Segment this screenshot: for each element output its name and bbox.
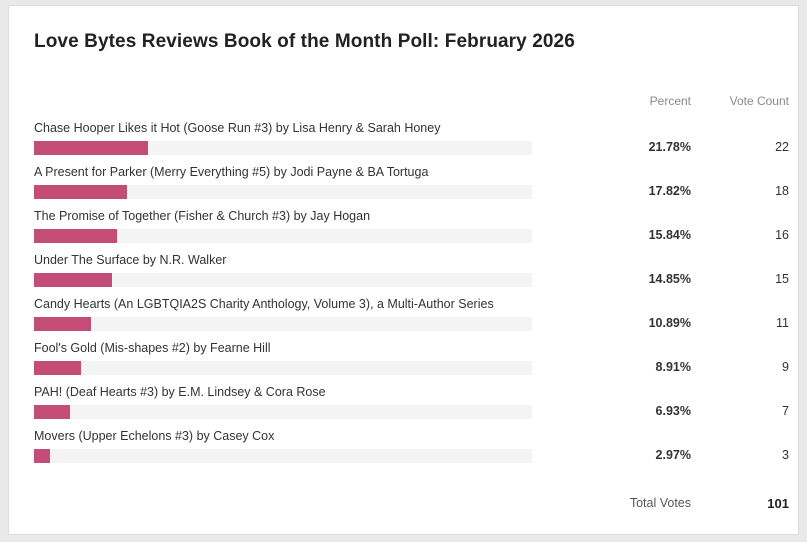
poll-bar-fill xyxy=(34,317,91,331)
poll-option-label: Fool's Gold (Mis-shapes #2) by Fearne Hill xyxy=(34,341,271,355)
poll-result-row xyxy=(9,116,798,160)
poll-results-list xyxy=(9,116,798,468)
poll-card xyxy=(8,5,799,535)
poll-bar-track xyxy=(34,273,532,287)
poll-option-percent: 6.93% xyxy=(655,404,691,418)
poll-result-row xyxy=(9,204,798,248)
poll-bar-track xyxy=(34,317,532,331)
poll-option-label: The Promise of Together (Fisher & Church #3) by Jay Hogan xyxy=(34,209,371,223)
poll-option-votes: 3 xyxy=(782,448,789,462)
poll-option-label: PAH! (Deaf Hearts #3) by E.M. Lindsey & Cora Rose xyxy=(34,385,326,399)
poll-option-percent: 15.84% xyxy=(648,228,691,242)
total-votes-value: 101 xyxy=(767,496,789,511)
poll-option-percent: 8.91% xyxy=(655,360,691,374)
poll-result-row xyxy=(9,160,798,204)
page-title: Love Bytes Reviews Book of the Month Poll: February 2026 xyxy=(34,31,575,52)
poll-option-votes: 7 xyxy=(782,404,789,418)
poll-result-row xyxy=(9,336,798,380)
poll-bar-track xyxy=(34,361,532,375)
total-votes-label: Total Votes xyxy=(629,496,691,510)
poll-option-percent: 2.97% xyxy=(655,448,691,462)
poll-bar-track xyxy=(34,229,532,243)
poll-option-votes: 9 xyxy=(782,360,789,374)
poll-bar-fill xyxy=(34,273,112,287)
poll-option-percent: 10.89% xyxy=(648,316,691,330)
poll-result-row xyxy=(9,292,798,336)
column-headers xyxy=(9,94,798,110)
poll-footer xyxy=(9,496,798,516)
poll-option-label: A Present for Parker (Merry Everything #5) by Jodi Payne & BA Tortuga xyxy=(34,165,429,179)
poll-result-row xyxy=(9,380,798,424)
poll-option-percent: 17.82% xyxy=(648,184,691,198)
poll-option-label: Movers (Upper Echelons #3) by Casey Cox xyxy=(34,429,275,443)
poll-bar-fill xyxy=(34,405,70,419)
poll-bar-fill xyxy=(34,141,148,155)
poll-bar-track xyxy=(34,185,532,199)
poll-option-label: Chase Hooper Likes it Hot (Goose Run #3) by Lisa Henry & Sarah Honey xyxy=(34,121,441,135)
poll-bar-track xyxy=(34,141,532,155)
poll-bar-track xyxy=(34,449,532,463)
poll-bar-fill xyxy=(34,449,50,463)
poll-result-row xyxy=(9,248,798,292)
poll-option-votes: 15 xyxy=(775,272,789,286)
poll-option-label: Candy Hearts (An LGBTQIA2S Charity Anthology, Volume 3), a Multi-Author Series xyxy=(34,297,494,311)
poll-option-percent: 14.85% xyxy=(648,272,691,286)
poll-result-row xyxy=(9,424,798,468)
poll-option-votes: 18 xyxy=(775,184,789,198)
poll-option-votes: 11 xyxy=(776,316,789,330)
poll-bar-fill xyxy=(34,229,117,243)
poll-bar-fill xyxy=(34,185,127,199)
poll-bar-track xyxy=(34,405,532,419)
poll-option-votes: 16 xyxy=(775,228,789,242)
column-header-percent: Percent xyxy=(649,94,691,108)
column-header-vote-count: Vote Count xyxy=(729,94,789,108)
poll-option-votes: 22 xyxy=(775,140,789,154)
poll-option-label: Under The Surface by N.R. Walker xyxy=(34,253,227,267)
poll-option-percent: 21.78% xyxy=(648,140,691,154)
poll-bar-fill xyxy=(34,361,81,375)
